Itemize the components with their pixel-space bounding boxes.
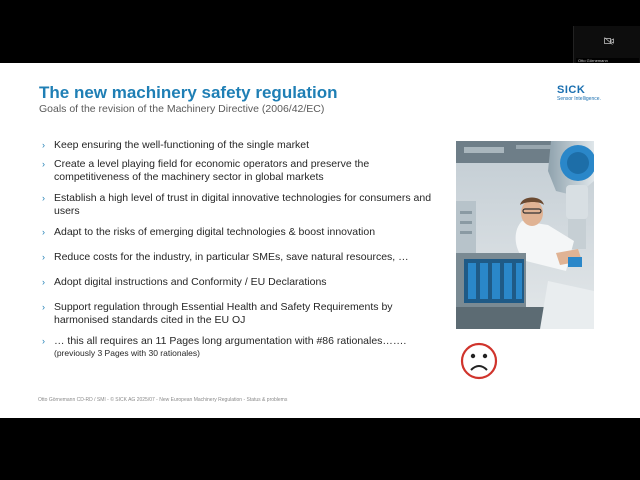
bullet-text: Adopt digital instructions and Conformity / EU Declarations [54,276,327,288]
slide-title: The new machinery safety regulation [39,83,338,102]
camera-off-icon [604,37,614,45]
engineer-with-robot-photo [456,141,594,329]
bullet-text: … this all requires an 11 Pages long argumentation with #86 rationales……. [54,335,407,347]
bullet-text: Establish a high level of trust in digital innovative technologies for consumers and users [54,192,432,217]
bullet-note: (previously 3 Pages with 30 rationales) [54,348,200,358]
participant-video-tile[interactable] [573,26,640,64]
bullet-item [42,276,442,289]
slide-footer: Otto Görnemann CD-RD / SMI - © SICK AG 2025/07 - New European Machinery Regulation - Status & problems [38,397,288,403]
bullet-text: Keep ensuring the well-functioning of the single market [54,139,310,151]
slide-subtitle: Goals of the revision of the Machinery Directive (2006/42/EC) [39,103,325,115]
bullet-text: Adapt to the risks of emerging digital technologies & boost innovation [54,226,376,238]
participant-name: Otto Görnemann [576,58,639,64]
bullet-list [42,139,442,359]
bullet-item [42,301,442,327]
sick-logo [557,85,601,102]
logo-word: SICK [557,84,586,96]
bullet-text: Reduce costs for the industry, in particular SMEs, save natural resources, … [54,251,409,263]
bullet-item [42,226,442,239]
sad-face-icon [460,342,498,380]
logo-tagline: Sensor Intelligence. [557,96,601,102]
bullet-item [42,158,442,184]
chevron-right-icon: › [42,227,45,237]
chevron-right-icon: › [42,336,45,346]
chevron-right-icon: › [42,252,45,262]
chevron-right-icon: › [42,159,45,169]
bullet-item [42,251,442,264]
presentation-slide [0,63,640,418]
bullet-item [42,192,442,218]
chevron-right-icon: › [42,140,45,150]
bullet-item [42,335,442,359]
bullet-text: Support regulation through Essential Health and Safety Requirements by harmonised standards cited in the EU OJ [54,301,393,326]
chevron-right-icon: › [42,302,45,312]
chevron-right-icon: › [42,193,45,203]
chevron-right-icon: › [42,277,45,287]
bullet-item [42,139,442,152]
bullet-text: Create a level playing field for economic operators and preserve the competitiveness of the machinery sector in global markets [54,158,370,183]
